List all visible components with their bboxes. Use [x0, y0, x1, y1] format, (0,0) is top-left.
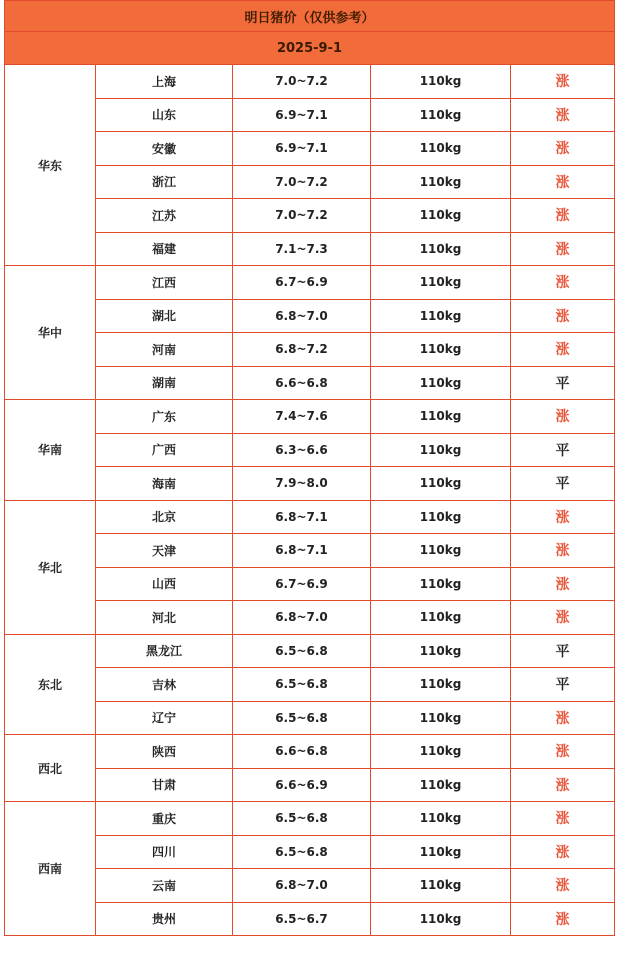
table-row	[5, 802, 615, 836]
province-cell: 山西	[96, 567, 233, 601]
province-cell: 江西	[96, 266, 233, 300]
trend-cell: 涨	[511, 333, 615, 367]
table-row	[5, 299, 615, 333]
region-name: 华南	[5, 400, 96, 501]
province-cell: 上海	[96, 65, 233, 99]
table-row	[5, 902, 615, 936]
weight-cell: 110kg	[371, 266, 511, 300]
province-cell: 甘肃	[96, 768, 233, 802]
province-cell: 江苏	[96, 199, 233, 233]
region-name: 东北	[5, 634, 96, 735]
table-row	[5, 768, 615, 802]
price-cell: 6.7~6.9	[233, 567, 371, 601]
price-cell: 7.1~7.3	[233, 232, 371, 266]
price-cell: 7.4~7.6	[233, 400, 371, 434]
price-cell: 6.8~7.0	[233, 601, 371, 635]
price-cell: 6.8~7.1	[233, 534, 371, 568]
table-row	[5, 500, 615, 534]
region-name: 西北	[5, 735, 96, 802]
weight-cell: 110kg	[371, 467, 511, 501]
province-cell: 贵州	[96, 902, 233, 936]
price-cell: 6.5~6.8	[233, 634, 371, 668]
price-cell: 7.9~8.0	[233, 467, 371, 501]
province-cell: 北京	[96, 500, 233, 534]
trend-cell: 涨	[511, 400, 615, 434]
trend-cell: 平	[511, 366, 615, 400]
price-cell: 6.6~6.8	[233, 366, 371, 400]
price-cell: 6.7~6.9	[233, 266, 371, 300]
weight-cell: 110kg	[371, 902, 511, 936]
price-cell: 6.5~6.8	[233, 835, 371, 869]
table-row	[5, 735, 615, 769]
table-row	[5, 567, 615, 601]
table-row	[5, 266, 615, 300]
weight-cell: 110kg	[371, 366, 511, 400]
weight-cell: 110kg	[371, 634, 511, 668]
weight-cell: 110kg	[371, 333, 511, 367]
weight-cell: 110kg	[371, 701, 511, 735]
trend-cell: 涨	[511, 735, 615, 769]
table-row	[5, 701, 615, 735]
trend-cell: 涨	[511, 500, 615, 534]
price-cell: 6.6~6.8	[233, 735, 371, 769]
region-name: 华北	[5, 500, 96, 634]
price-cell: 7.0~7.2	[233, 165, 371, 199]
weight-cell: 110kg	[371, 567, 511, 601]
table-row	[5, 668, 615, 702]
province-cell: 陕西	[96, 735, 233, 769]
region-name: 华中	[5, 266, 96, 400]
table-row	[5, 467, 615, 501]
weight-cell: 110kg	[371, 601, 511, 635]
price-cell: 6.8~7.2	[233, 333, 371, 367]
price-cell: 7.0~7.2	[233, 65, 371, 99]
table-row	[5, 601, 615, 635]
province-cell: 天津	[96, 534, 233, 568]
trend-cell: 平	[511, 433, 615, 467]
price-cell: 6.9~7.1	[233, 98, 371, 132]
province-cell: 山东	[96, 98, 233, 132]
table-row	[5, 634, 615, 668]
weight-cell: 110kg	[371, 433, 511, 467]
table-row	[5, 433, 615, 467]
trend-cell: 平	[511, 668, 615, 702]
trend-cell: 涨	[511, 199, 615, 233]
weight-cell: 110kg	[371, 668, 511, 702]
price-cell: 6.8~7.1	[233, 500, 371, 534]
trend-cell: 涨	[511, 567, 615, 601]
weight-cell: 110kg	[371, 232, 511, 266]
table-row	[5, 366, 615, 400]
weight-cell: 110kg	[371, 768, 511, 802]
table-row	[5, 199, 615, 233]
trend-cell: 平	[511, 634, 615, 668]
table-date: 2025-9-1	[5, 32, 615, 65]
province-cell: 广东	[96, 400, 233, 434]
table-row	[5, 98, 615, 132]
weight-cell: 110kg	[371, 400, 511, 434]
weight-cell: 110kg	[371, 500, 511, 534]
trend-cell: 涨	[511, 132, 615, 166]
province-cell: 浙江	[96, 165, 233, 199]
table-row	[5, 869, 615, 903]
trend-cell: 涨	[511, 232, 615, 266]
price-cell: 6.5~6.8	[233, 668, 371, 702]
weight-cell: 110kg	[371, 199, 511, 233]
province-cell: 吉林	[96, 668, 233, 702]
province-cell: 广西	[96, 433, 233, 467]
province-cell: 云南	[96, 869, 233, 903]
weight-cell: 110kg	[371, 835, 511, 869]
price-cell: 6.8~7.0	[233, 869, 371, 903]
trend-cell: 涨	[511, 802, 615, 836]
province-cell: 河南	[96, 333, 233, 367]
price-cell: 6.6~6.9	[233, 768, 371, 802]
weight-cell: 110kg	[371, 802, 511, 836]
table-row	[5, 835, 615, 869]
trend-cell: 涨	[511, 534, 615, 568]
table-row	[5, 132, 615, 166]
trend-cell: 平	[511, 467, 615, 501]
trend-cell: 涨	[511, 98, 615, 132]
trend-cell: 涨	[511, 601, 615, 635]
trend-cell: 涨	[511, 701, 615, 735]
trend-cell: 涨	[511, 768, 615, 802]
trend-cell: 涨	[511, 869, 615, 903]
province-cell: 河北	[96, 601, 233, 635]
province-cell: 黑龙江	[96, 634, 233, 668]
province-cell: 四川	[96, 835, 233, 869]
weight-cell: 110kg	[371, 869, 511, 903]
price-cell: 6.5~6.7	[233, 902, 371, 936]
trend-cell: 涨	[511, 165, 615, 199]
weight-cell: 110kg	[371, 534, 511, 568]
price-cell: 6.8~7.0	[233, 299, 371, 333]
table-row	[5, 165, 615, 199]
price-cell: 7.0~7.2	[233, 199, 371, 233]
province-cell: 辽宁	[96, 701, 233, 735]
table-row	[5, 333, 615, 367]
price-cell: 6.9~7.1	[233, 132, 371, 166]
weight-cell: 110kg	[371, 735, 511, 769]
weight-cell: 110kg	[371, 299, 511, 333]
table-row	[5, 65, 615, 99]
province-cell: 重庆	[96, 802, 233, 836]
table-row	[5, 232, 615, 266]
table-row	[5, 400, 615, 434]
trend-cell: 涨	[511, 299, 615, 333]
province-cell: 海南	[96, 467, 233, 501]
weight-cell: 110kg	[371, 65, 511, 99]
price-cell: 6.3~6.6	[233, 433, 371, 467]
province-cell: 湖北	[96, 299, 233, 333]
region-name: 华东	[5, 65, 96, 266]
province-cell: 福建	[96, 232, 233, 266]
trend-cell: 涨	[511, 902, 615, 936]
price-cell: 6.5~6.8	[233, 802, 371, 836]
province-cell: 安徽	[96, 132, 233, 166]
province-cell: 湖南	[96, 366, 233, 400]
table-title: 明日猪价（仅供参考）	[5, 1, 615, 32]
weight-cell: 110kg	[371, 165, 511, 199]
trend-cell: 涨	[511, 266, 615, 300]
table-row	[5, 534, 615, 568]
trend-cell: 涨	[511, 65, 615, 99]
region-name: 西南	[5, 802, 96, 936]
pig-price-table	[4, 0, 615, 936]
weight-cell: 110kg	[371, 98, 511, 132]
price-cell: 6.5~6.8	[233, 701, 371, 735]
trend-cell: 涨	[511, 835, 615, 869]
weight-cell: 110kg	[371, 132, 511, 166]
